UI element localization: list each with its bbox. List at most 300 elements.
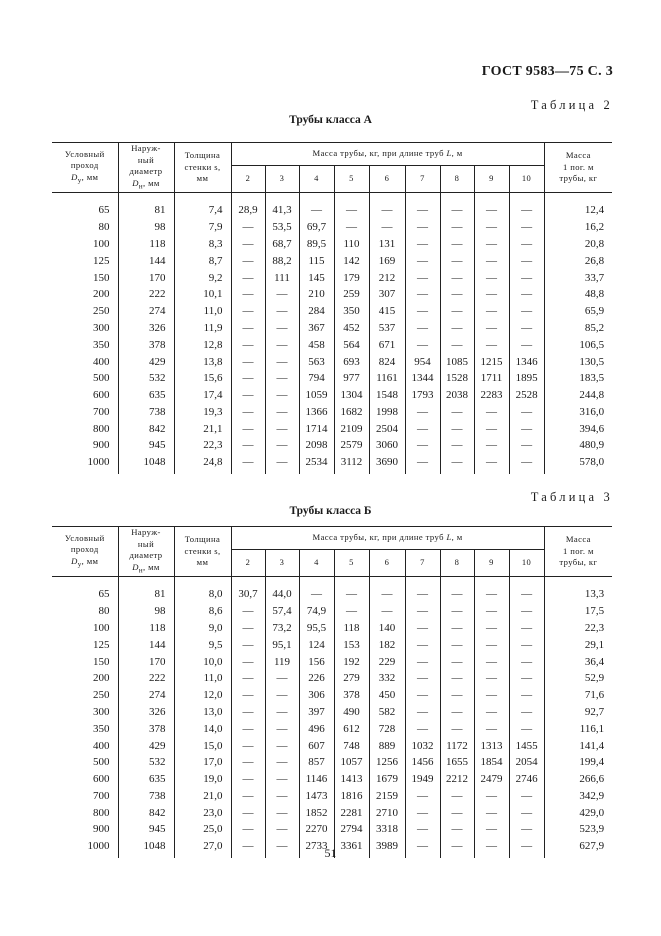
- table-cell: —: [231, 687, 265, 704]
- table-cell: 100: [93, 237, 110, 250]
- table-cell: 429: [118, 353, 174, 370]
- table-cell: 21,1: [174, 420, 231, 437]
- table-cell: —: [405, 636, 440, 653]
- table-cell: 24,8: [174, 454, 231, 474]
- table-cell: 250: [93, 305, 110, 318]
- table-cell: —: [440, 720, 474, 737]
- table-cell: 13,3: [544, 576, 612, 602]
- table-cell: 452: [334, 320, 369, 337]
- table-cell: —: [231, 620, 265, 637]
- table-cell: —: [231, 454, 265, 474]
- table-cell: —: [509, 286, 544, 303]
- table-cell: —: [405, 252, 440, 269]
- table-cell: —: [474, 821, 509, 838]
- table-row: [52, 252, 612, 269]
- table-cell: 889: [369, 737, 405, 754]
- table-cell: 144: [118, 636, 174, 653]
- table-cell: 226: [299, 670, 334, 687]
- table-cell: 7,9: [174, 219, 231, 236]
- table-cell: 300: [93, 705, 110, 718]
- table-cell: —: [474, 636, 509, 653]
- table-cell: —: [509, 720, 544, 737]
- table-cell: —: [369, 603, 405, 620]
- table-cell: 900: [93, 823, 110, 836]
- table-cell: —: [509, 437, 544, 454]
- table-cell: 400: [93, 739, 110, 752]
- table-cell: —: [474, 320, 509, 337]
- table-cell: 1793: [405, 387, 440, 404]
- table-cell: 1000: [87, 456, 110, 469]
- table-cell: —: [440, 437, 474, 454]
- table-cell: 65: [98, 588, 110, 601]
- table-cell: 145: [299, 269, 334, 286]
- table-cell: 200: [93, 672, 110, 685]
- table-cell: 12,4: [544, 192, 612, 218]
- table-cell: —: [265, 336, 299, 353]
- table-cell: —: [509, 788, 544, 805]
- table-cell: 250: [93, 689, 110, 702]
- table-cell: 600: [93, 773, 110, 786]
- table-cell: —: [231, 353, 265, 370]
- table-row: [52, 437, 612, 454]
- table-cell: 738: [118, 404, 174, 421]
- table-cell: —: [440, 804, 474, 821]
- table-cell: —: [265, 454, 299, 474]
- table-cell: —: [265, 404, 299, 421]
- table-cell: 10,0: [174, 653, 231, 670]
- table-cell: —: [265, 437, 299, 454]
- table-cell: 480,9: [544, 437, 612, 454]
- table-row: [52, 236, 612, 253]
- table-cell: —: [231, 236, 265, 253]
- table-row: [52, 370, 612, 387]
- table-cell: 119: [265, 653, 299, 670]
- col-header-length: 3: [265, 550, 299, 577]
- table-cell: 29,1: [544, 636, 612, 653]
- document-header: ГОСТ 9583—75 С. 3: [481, 64, 613, 79]
- table-cell: 33,7: [544, 269, 612, 286]
- table-cell: —: [299, 192, 334, 218]
- table-cell: 1816: [334, 788, 369, 805]
- table-cell: 2794: [334, 821, 369, 838]
- table-cell: 1161: [369, 370, 405, 387]
- table-cell: —: [405, 336, 440, 353]
- table-cell: 192: [334, 653, 369, 670]
- table-cell: 607: [299, 737, 334, 754]
- table-cell: —: [369, 219, 405, 236]
- table-cell: 350: [334, 303, 369, 320]
- table-cell: —: [509, 454, 544, 474]
- table-cell: —: [474, 576, 509, 602]
- table-cell: 48,8: [544, 286, 612, 303]
- col-header-length: 9: [474, 550, 509, 577]
- table-cell: —: [474, 437, 509, 454]
- table-cell: 2528: [509, 387, 544, 404]
- table-cell: 1895: [509, 370, 544, 387]
- table-cell: —: [440, 236, 474, 253]
- table-cell: 458: [299, 336, 334, 353]
- table-cell: —: [440, 420, 474, 437]
- table-cell: 11,0: [174, 303, 231, 320]
- table-cell: 2159: [369, 788, 405, 805]
- table-cell: 2098: [299, 437, 334, 454]
- table-cell: 523,9: [544, 821, 612, 838]
- table-b-label: Таблица 3: [530, 490, 613, 504]
- table-cell: 627,9: [544, 838, 612, 858]
- table-cell: 98: [118, 219, 174, 236]
- col-header-mass-by-length: Масса трубы, кг, при длине труб L, м: [231, 527, 544, 550]
- table-cell: 30,7: [231, 576, 265, 602]
- table-cell: 564: [334, 336, 369, 353]
- table-cell: 52,9: [544, 670, 612, 687]
- table-cell: —: [334, 192, 369, 218]
- table-cell: 582: [369, 704, 405, 721]
- table-cell: 2270: [299, 821, 334, 838]
- table-cell: —: [405, 687, 440, 704]
- table-cell: 131: [369, 236, 405, 253]
- table-cell: 170: [118, 269, 174, 286]
- table-cell: 156: [299, 653, 334, 670]
- table-cell: —: [440, 576, 474, 602]
- table-cell: —: [334, 219, 369, 236]
- table-cell: 3361: [334, 838, 369, 858]
- table-cell: 8,7: [174, 252, 231, 269]
- table-cell: —: [265, 353, 299, 370]
- table-cell: 118: [118, 620, 174, 637]
- table-row: [52, 286, 612, 303]
- col-header-length: 9: [474, 166, 509, 193]
- table-cell: —: [265, 771, 299, 788]
- table-cell: 693: [334, 353, 369, 370]
- table-row: [52, 670, 612, 687]
- table-cell: 19,0: [174, 771, 231, 788]
- table-cell: —: [474, 670, 509, 687]
- col-header-length: 7: [405, 550, 440, 577]
- table-cell: 7,4: [174, 192, 231, 218]
- col-header-length: 4: [299, 166, 334, 193]
- table-cell: —: [231, 336, 265, 353]
- table-cell: 537: [369, 320, 405, 337]
- table-cell: —: [509, 420, 544, 437]
- table-row: [52, 737, 612, 754]
- table-cell: 2212: [440, 771, 474, 788]
- table-cell: —: [474, 269, 509, 286]
- table-cell: —: [474, 404, 509, 421]
- table-cell: 2746: [509, 771, 544, 788]
- table-cell: 1655: [440, 754, 474, 771]
- table-cell: 3318: [369, 821, 405, 838]
- table-cell: 2283: [474, 387, 509, 404]
- table-cell: —: [265, 704, 299, 721]
- table-cell: 106,5: [544, 336, 612, 353]
- table-cell: —: [440, 653, 474, 670]
- table-cell: 1711: [474, 370, 509, 387]
- table-cell: 199,4: [544, 754, 612, 771]
- table-cell: 150: [93, 655, 110, 668]
- table-cell: —: [231, 838, 265, 858]
- table-cell: —: [231, 437, 265, 454]
- table-cell: 2479: [474, 771, 509, 788]
- table-cell: 11,0: [174, 670, 231, 687]
- col-header-outer-diameter: Наруж- ный диаметр $D_н$, мм: [118, 527, 174, 577]
- table-cell: 378: [118, 720, 174, 737]
- table-cell: —: [509, 320, 544, 337]
- table-cell: —: [474, 653, 509, 670]
- table-cell: 342,9: [544, 788, 612, 805]
- table-cell: —: [231, 771, 265, 788]
- table-cell: —: [405, 219, 440, 236]
- table-cell: 80: [98, 221, 110, 234]
- table-cell: 977: [334, 370, 369, 387]
- table-cell: 28,9: [231, 192, 265, 218]
- col-header-length: 7: [405, 166, 440, 193]
- table-cell: 274: [118, 303, 174, 320]
- table-row: [52, 353, 612, 370]
- table-cell: 125: [93, 638, 110, 651]
- table-row: [52, 788, 612, 805]
- table-cell: 738: [118, 788, 174, 805]
- table-cell: —: [474, 236, 509, 253]
- table-cell: —: [265, 754, 299, 771]
- col-header-length: 4: [299, 550, 334, 577]
- col-header-length: 6: [369, 166, 405, 193]
- table-cell: —: [474, 788, 509, 805]
- table-cell: —: [231, 754, 265, 771]
- table-cell: —: [369, 192, 405, 218]
- table-cell: —: [231, 387, 265, 404]
- table-cell: 1048: [118, 454, 174, 474]
- table-cell: 1679: [369, 771, 405, 788]
- table-cell: —: [440, 404, 474, 421]
- table-cell: 284: [299, 303, 334, 320]
- table-cell: 266,6: [544, 771, 612, 788]
- table-row: [52, 754, 612, 771]
- table-row: [52, 219, 612, 236]
- table-cell: —: [369, 576, 405, 602]
- table-cell: 306: [299, 687, 334, 704]
- table-row: [52, 336, 612, 353]
- table-cell: 500: [93, 372, 110, 385]
- table-cell: —: [474, 336, 509, 353]
- col-header-length: 3: [265, 166, 299, 193]
- table-cell: 17,0: [174, 754, 231, 771]
- table-cell: 1949: [405, 771, 440, 788]
- table-cell: —: [405, 420, 440, 437]
- table-cell: 1032: [405, 737, 440, 754]
- table-cell: 2579: [334, 437, 369, 454]
- table-cell: 748: [334, 737, 369, 754]
- table-cell: 118: [334, 620, 369, 637]
- table-cell: —: [440, 636, 474, 653]
- table-cell: —: [440, 788, 474, 805]
- table-cell: —: [405, 404, 440, 421]
- table-cell: 222: [118, 670, 174, 687]
- table-cell: —: [334, 576, 369, 602]
- col-header-outer-diameter: Наруж- ный диаметр $D_н$, мм: [118, 143, 174, 193]
- table-cell: 210: [299, 286, 334, 303]
- table-cell: —: [509, 576, 544, 602]
- table-cell: 1085: [440, 353, 474, 370]
- col-header-mass-by-length: Масса трубы, кг, при длине труб L, м: [231, 143, 544, 166]
- col-header-wall-thickness: Толщина стенки s, мм: [174, 143, 231, 193]
- table-cell: —: [405, 437, 440, 454]
- table-cell: 1473: [299, 788, 334, 805]
- table-cell: —: [265, 320, 299, 337]
- table-cell: —: [509, 252, 544, 269]
- table-row: [52, 804, 612, 821]
- table-cell: —: [231, 269, 265, 286]
- table-cell: 21,0: [174, 788, 231, 805]
- table-cell: —: [440, 704, 474, 721]
- table-cell: —: [231, 821, 265, 838]
- table-cell: —: [474, 192, 509, 218]
- table-row: [52, 387, 612, 404]
- table-cell: 954: [405, 353, 440, 370]
- table-cell: 700: [93, 789, 110, 802]
- table-cell: —: [405, 454, 440, 474]
- table-cell: —: [265, 420, 299, 437]
- table-cell: —: [440, 687, 474, 704]
- table-cell: —: [231, 404, 265, 421]
- table-cell: 11,9: [174, 320, 231, 337]
- table-cell: —: [265, 670, 299, 687]
- table-cell: —: [474, 704, 509, 721]
- table-cell: 532: [118, 754, 174, 771]
- table-row: [52, 704, 612, 721]
- table-cell: 81: [118, 576, 174, 602]
- table-cell: 13,0: [174, 704, 231, 721]
- table-cell: —: [440, 620, 474, 637]
- table-cell: 842: [118, 420, 174, 437]
- table-cell: 170: [118, 653, 174, 670]
- table-cell: —: [405, 653, 440, 670]
- table-cell: 74,9: [299, 603, 334, 620]
- table-cell: 2504: [369, 420, 405, 437]
- table-cell: 65: [98, 204, 110, 217]
- table-cell: 332: [369, 670, 405, 687]
- table-cell: 183,5: [544, 370, 612, 387]
- table-cell: 9,5: [174, 636, 231, 653]
- table-cell: —: [405, 670, 440, 687]
- table-cell: 1000: [87, 840, 110, 853]
- col-header-length: 2: [231, 550, 265, 577]
- table-cell: 118: [118, 236, 174, 253]
- table-cell: 124: [299, 636, 334, 653]
- table-cell: 1304: [334, 387, 369, 404]
- table-cell: —: [474, 838, 509, 858]
- table-cell: 111: [265, 269, 299, 286]
- table-cell: —: [231, 252, 265, 269]
- table-cell: —: [440, 336, 474, 353]
- table-cell: 600: [93, 389, 110, 402]
- table-cell: —: [405, 620, 440, 637]
- table-cell: 17,5: [544, 603, 612, 620]
- table-cell: 3989: [369, 838, 405, 858]
- table-cell: —: [509, 636, 544, 653]
- table-cell: —: [440, 303, 474, 320]
- table-cell: —: [509, 192, 544, 218]
- table-cell: 3112: [334, 454, 369, 474]
- table-cell: —: [509, 336, 544, 353]
- table-cell: —: [231, 286, 265, 303]
- table-cell: —: [474, 420, 509, 437]
- table-cell: 800: [93, 422, 110, 435]
- table-cell: 179: [334, 269, 369, 286]
- table-cell: 1854: [474, 754, 509, 771]
- table-cell: 2281: [334, 804, 369, 821]
- table-cell: 1455: [509, 737, 544, 754]
- table-cell: —: [509, 620, 544, 637]
- table-cell: 394,6: [544, 420, 612, 437]
- table-row: [52, 404, 612, 421]
- table-cell: 98: [118, 603, 174, 620]
- col-header-length: 5: [334, 550, 369, 577]
- table-cell: 1313: [474, 737, 509, 754]
- table-cell: 10,1: [174, 286, 231, 303]
- table-cell: 140: [369, 620, 405, 637]
- table-cell: —: [265, 303, 299, 320]
- table-cell: 222: [118, 286, 174, 303]
- table-cell: 450: [369, 687, 405, 704]
- col-header-nominal-bore: Условный проход $D_у$, мм: [64, 148, 105, 185]
- table-cell: 141,4: [544, 737, 612, 754]
- table-cell: 307: [369, 286, 405, 303]
- table-cell: —: [474, 720, 509, 737]
- table-cell: —: [405, 320, 440, 337]
- table-cell: 1528: [440, 370, 474, 387]
- table-cell: 14,0: [174, 720, 231, 737]
- table-cell: 1714: [299, 420, 334, 437]
- col-header-length: 2: [231, 166, 265, 193]
- table-cell: —: [265, 370, 299, 387]
- table-cell: —: [265, 737, 299, 754]
- table-cell: —: [405, 603, 440, 620]
- table-cell: 22,3: [174, 437, 231, 454]
- table-cell: 71,6: [544, 687, 612, 704]
- table-cell: 169: [369, 252, 405, 269]
- table-cell: —: [265, 720, 299, 737]
- table-row: [52, 420, 612, 437]
- table-row: [52, 269, 612, 286]
- table-cell: 95,5: [299, 620, 334, 637]
- table-cell: 9,0: [174, 620, 231, 637]
- table-cell: 69,7: [299, 219, 334, 236]
- table-cell: —: [231, 737, 265, 754]
- table-cell: 22,3: [544, 620, 612, 637]
- table-cell: 429: [118, 737, 174, 754]
- table-cell: 9,2: [174, 269, 231, 286]
- table-cell: 563: [299, 353, 334, 370]
- table-cell: —: [440, 286, 474, 303]
- table-cell: —: [231, 219, 265, 236]
- table-cell: 259: [334, 286, 369, 303]
- table-cell: —: [509, 269, 544, 286]
- table-cell: 153: [334, 636, 369, 653]
- table-cell: 794: [299, 370, 334, 387]
- col-header-length: 8: [440, 166, 474, 193]
- table-cell: 244,8: [544, 387, 612, 404]
- table-b-title: Трубы класса Б: [289, 505, 372, 517]
- table-cell: 350: [93, 722, 110, 735]
- table-cell: —: [231, 704, 265, 721]
- table-cell: 116,1: [544, 720, 612, 737]
- table-a: [52, 142, 612, 474]
- table-cell: —: [440, 454, 474, 474]
- table-a-label: Таблица 2: [530, 98, 613, 112]
- table-cell: —: [509, 236, 544, 253]
- table-cell: —: [231, 804, 265, 821]
- table-cell: —: [440, 838, 474, 858]
